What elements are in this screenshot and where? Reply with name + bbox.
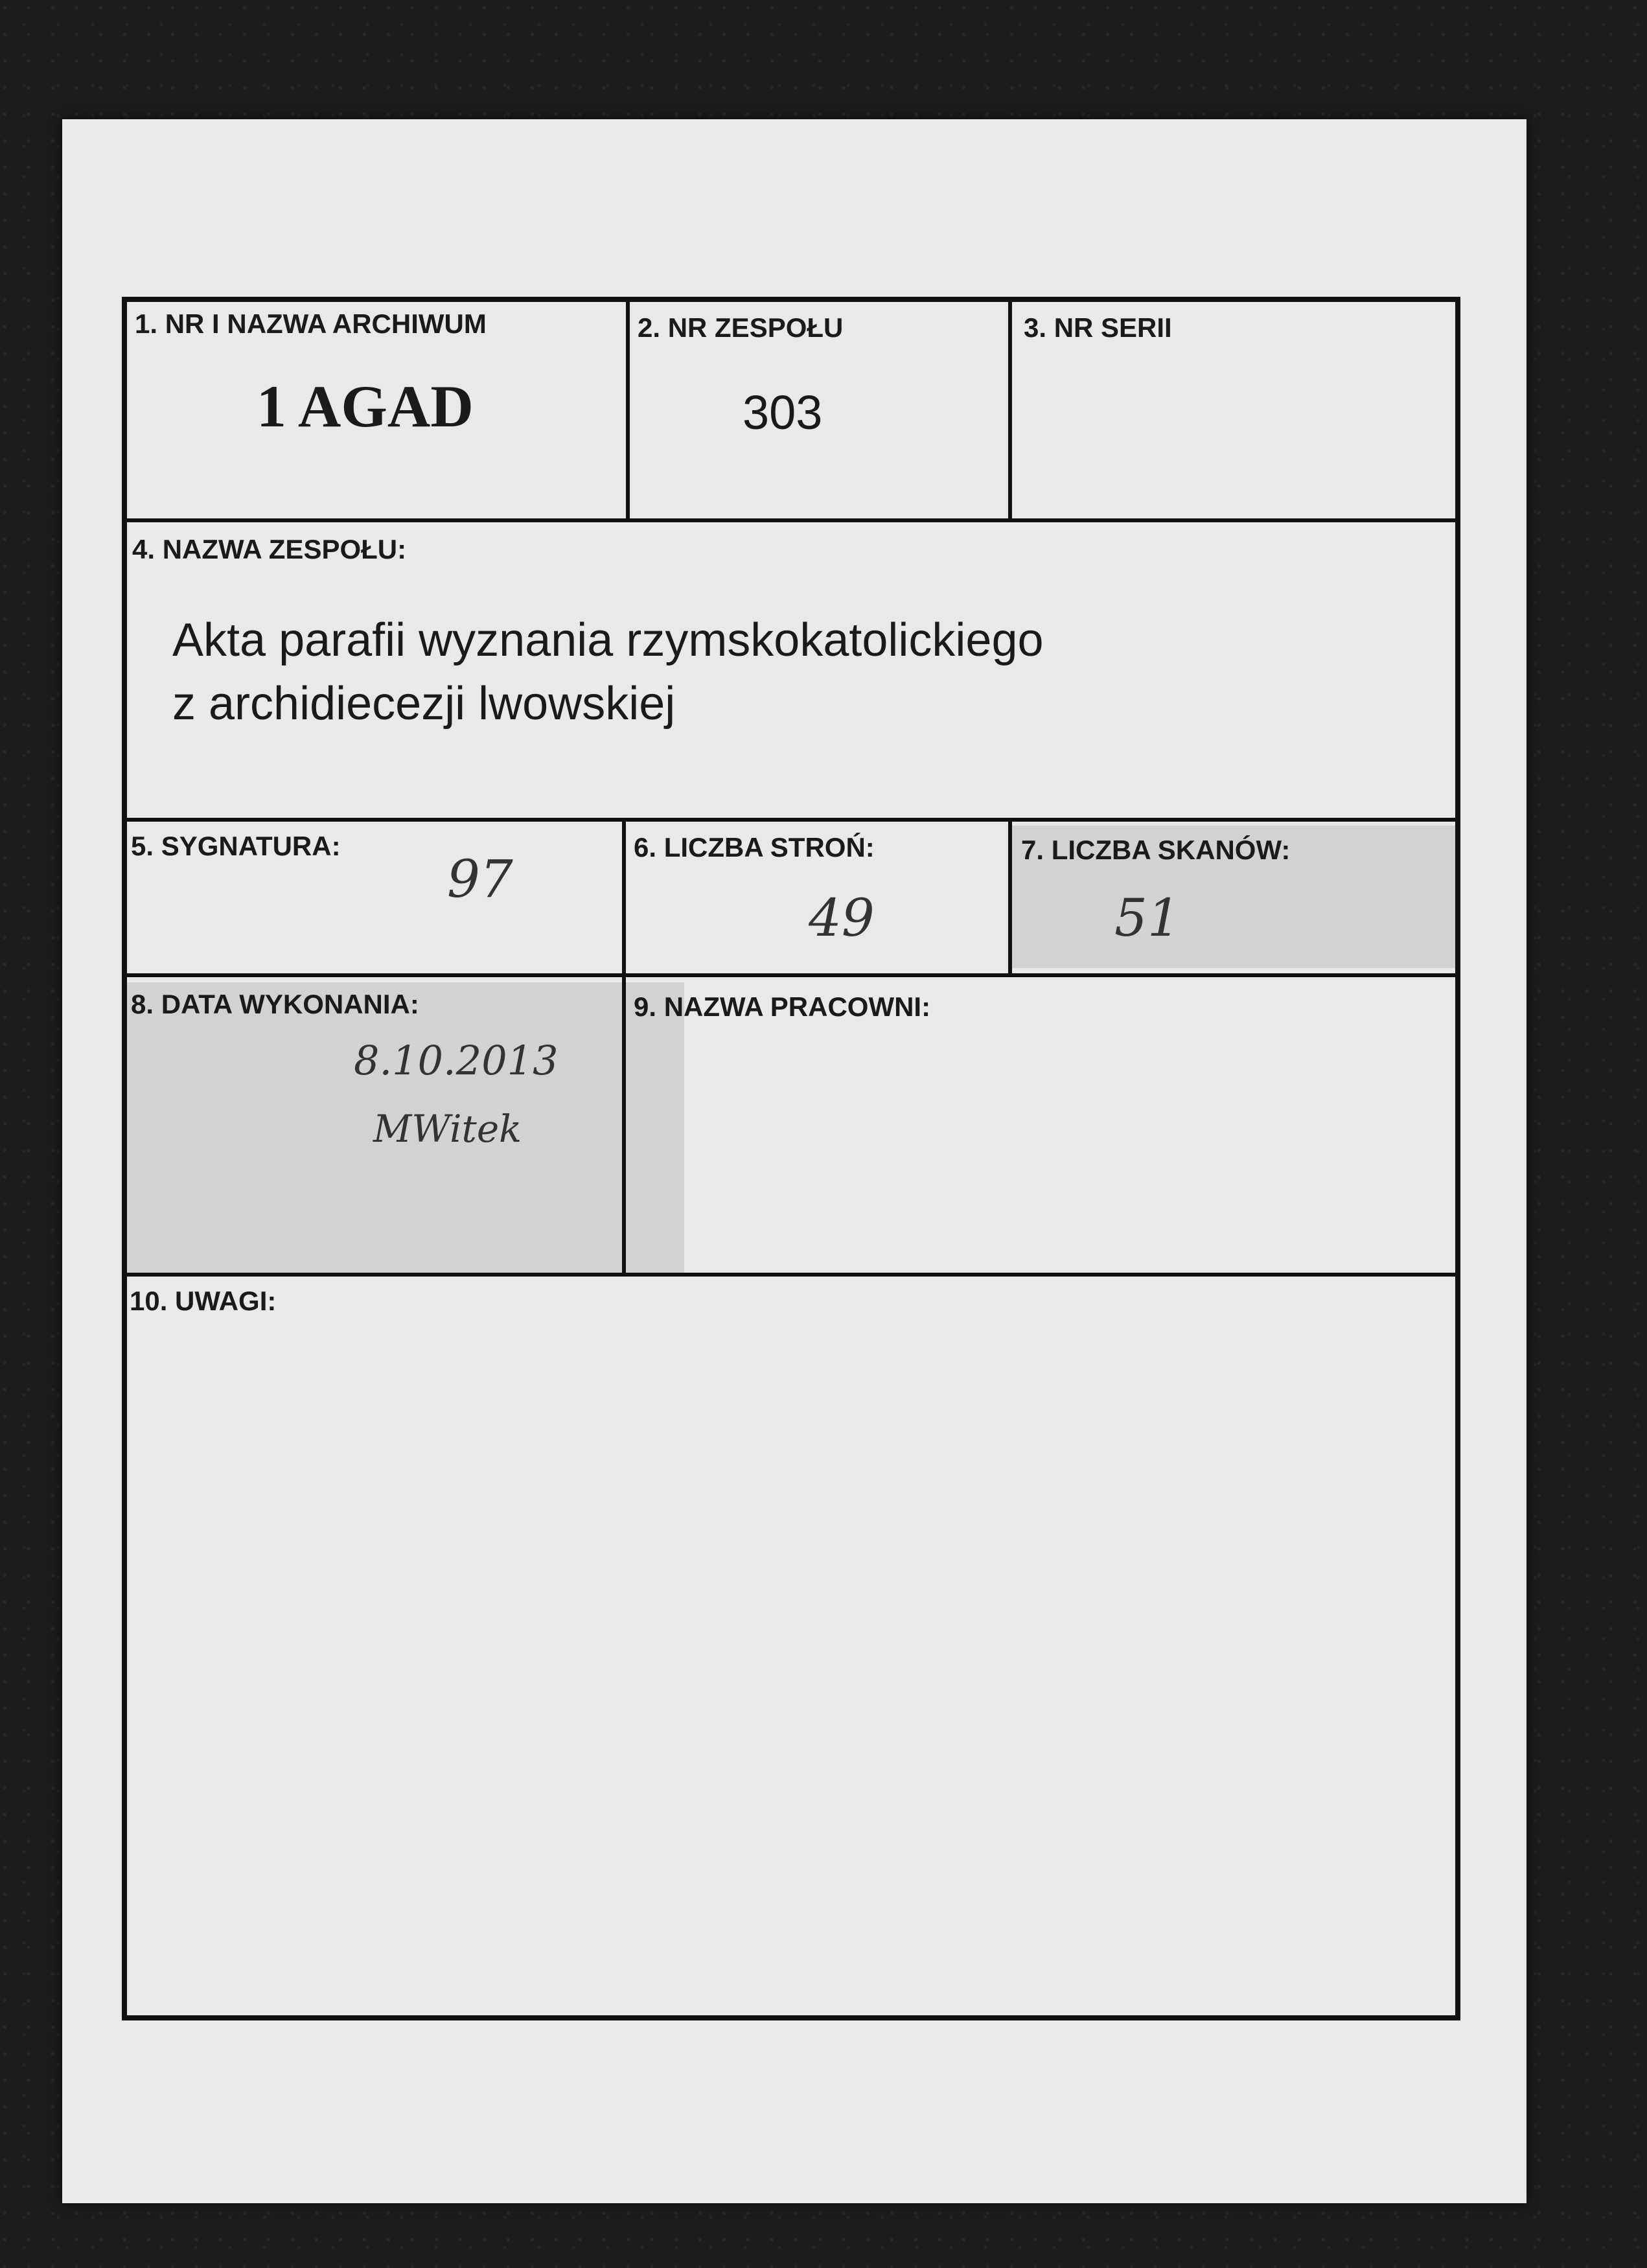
- field-8-label: 8. DATA WYKONANIA:: [131, 989, 419, 1019]
- grid-row-3-divider-b: [1008, 818, 1012, 977]
- grid-outer-top: [122, 297, 1460, 302]
- field-2-label: 2. NR ZESPOŁU: [638, 312, 844, 343]
- grid-outer-bottom: [122, 2015, 1460, 2020]
- field-4-label: 4. NAZWA ZESPOŁU:: [132, 534, 407, 564]
- fonds-name-line-2: z archidiecezji lwowskiej: [172, 678, 676, 730]
- grid-row-1-divider-b: [1008, 297, 1012, 522]
- grid-row-2-bottom: [122, 818, 1460, 822]
- fonds-name-line-1: Akta parafii wyznania rzymskokatolickiego: [172, 614, 1044, 666]
- grid-row-4-bottom: [122, 1273, 1460, 1277]
- fonds-number-value: 303: [743, 386, 823, 439]
- field-10-label: 10. UWAGI:: [130, 1286, 277, 1316]
- grid-row-1-divider-a: [626, 297, 630, 522]
- grid-row-1-bottom: [122, 518, 1460, 522]
- grid-row-4-divider: [622, 973, 626, 1277]
- field-5-label: 5. SYGNATURA:: [131, 831, 341, 861]
- execution-date-handwritten: 8.10.2013: [354, 1037, 559, 1084]
- page-count-handwritten-value: 49: [809, 888, 875, 948]
- field-3-label: 3. NR SERII: [1024, 312, 1172, 343]
- grid-row-3-divider-a: [622, 818, 626, 977]
- signature-handwritten-value: 97: [447, 849, 513, 909]
- grid-row-3-bottom: [122, 973, 1460, 977]
- field-7-label: 7. LICZBA SKANÓW:: [1021, 835, 1291, 865]
- archive-name-value: 1 AGAD: [257, 373, 474, 439]
- field-9-label: 9. NAZWA PRACOWNI:: [634, 991, 931, 1022]
- scan-count-handwritten-value: 51: [1114, 888, 1181, 948]
- field-1-label: 1. NR I NAZWA ARCHIWUM: [135, 308, 487, 339]
- field-6-label: 6. LICZBA STROŃ:: [634, 832, 875, 862]
- grid-outer-left: [122, 297, 127, 2020]
- archive-form-sheet: [62, 119, 1526, 2203]
- operator-signature-handwritten: MWitek: [373, 1107, 522, 1151]
- grid-outer-right: [1455, 297, 1460, 2020]
